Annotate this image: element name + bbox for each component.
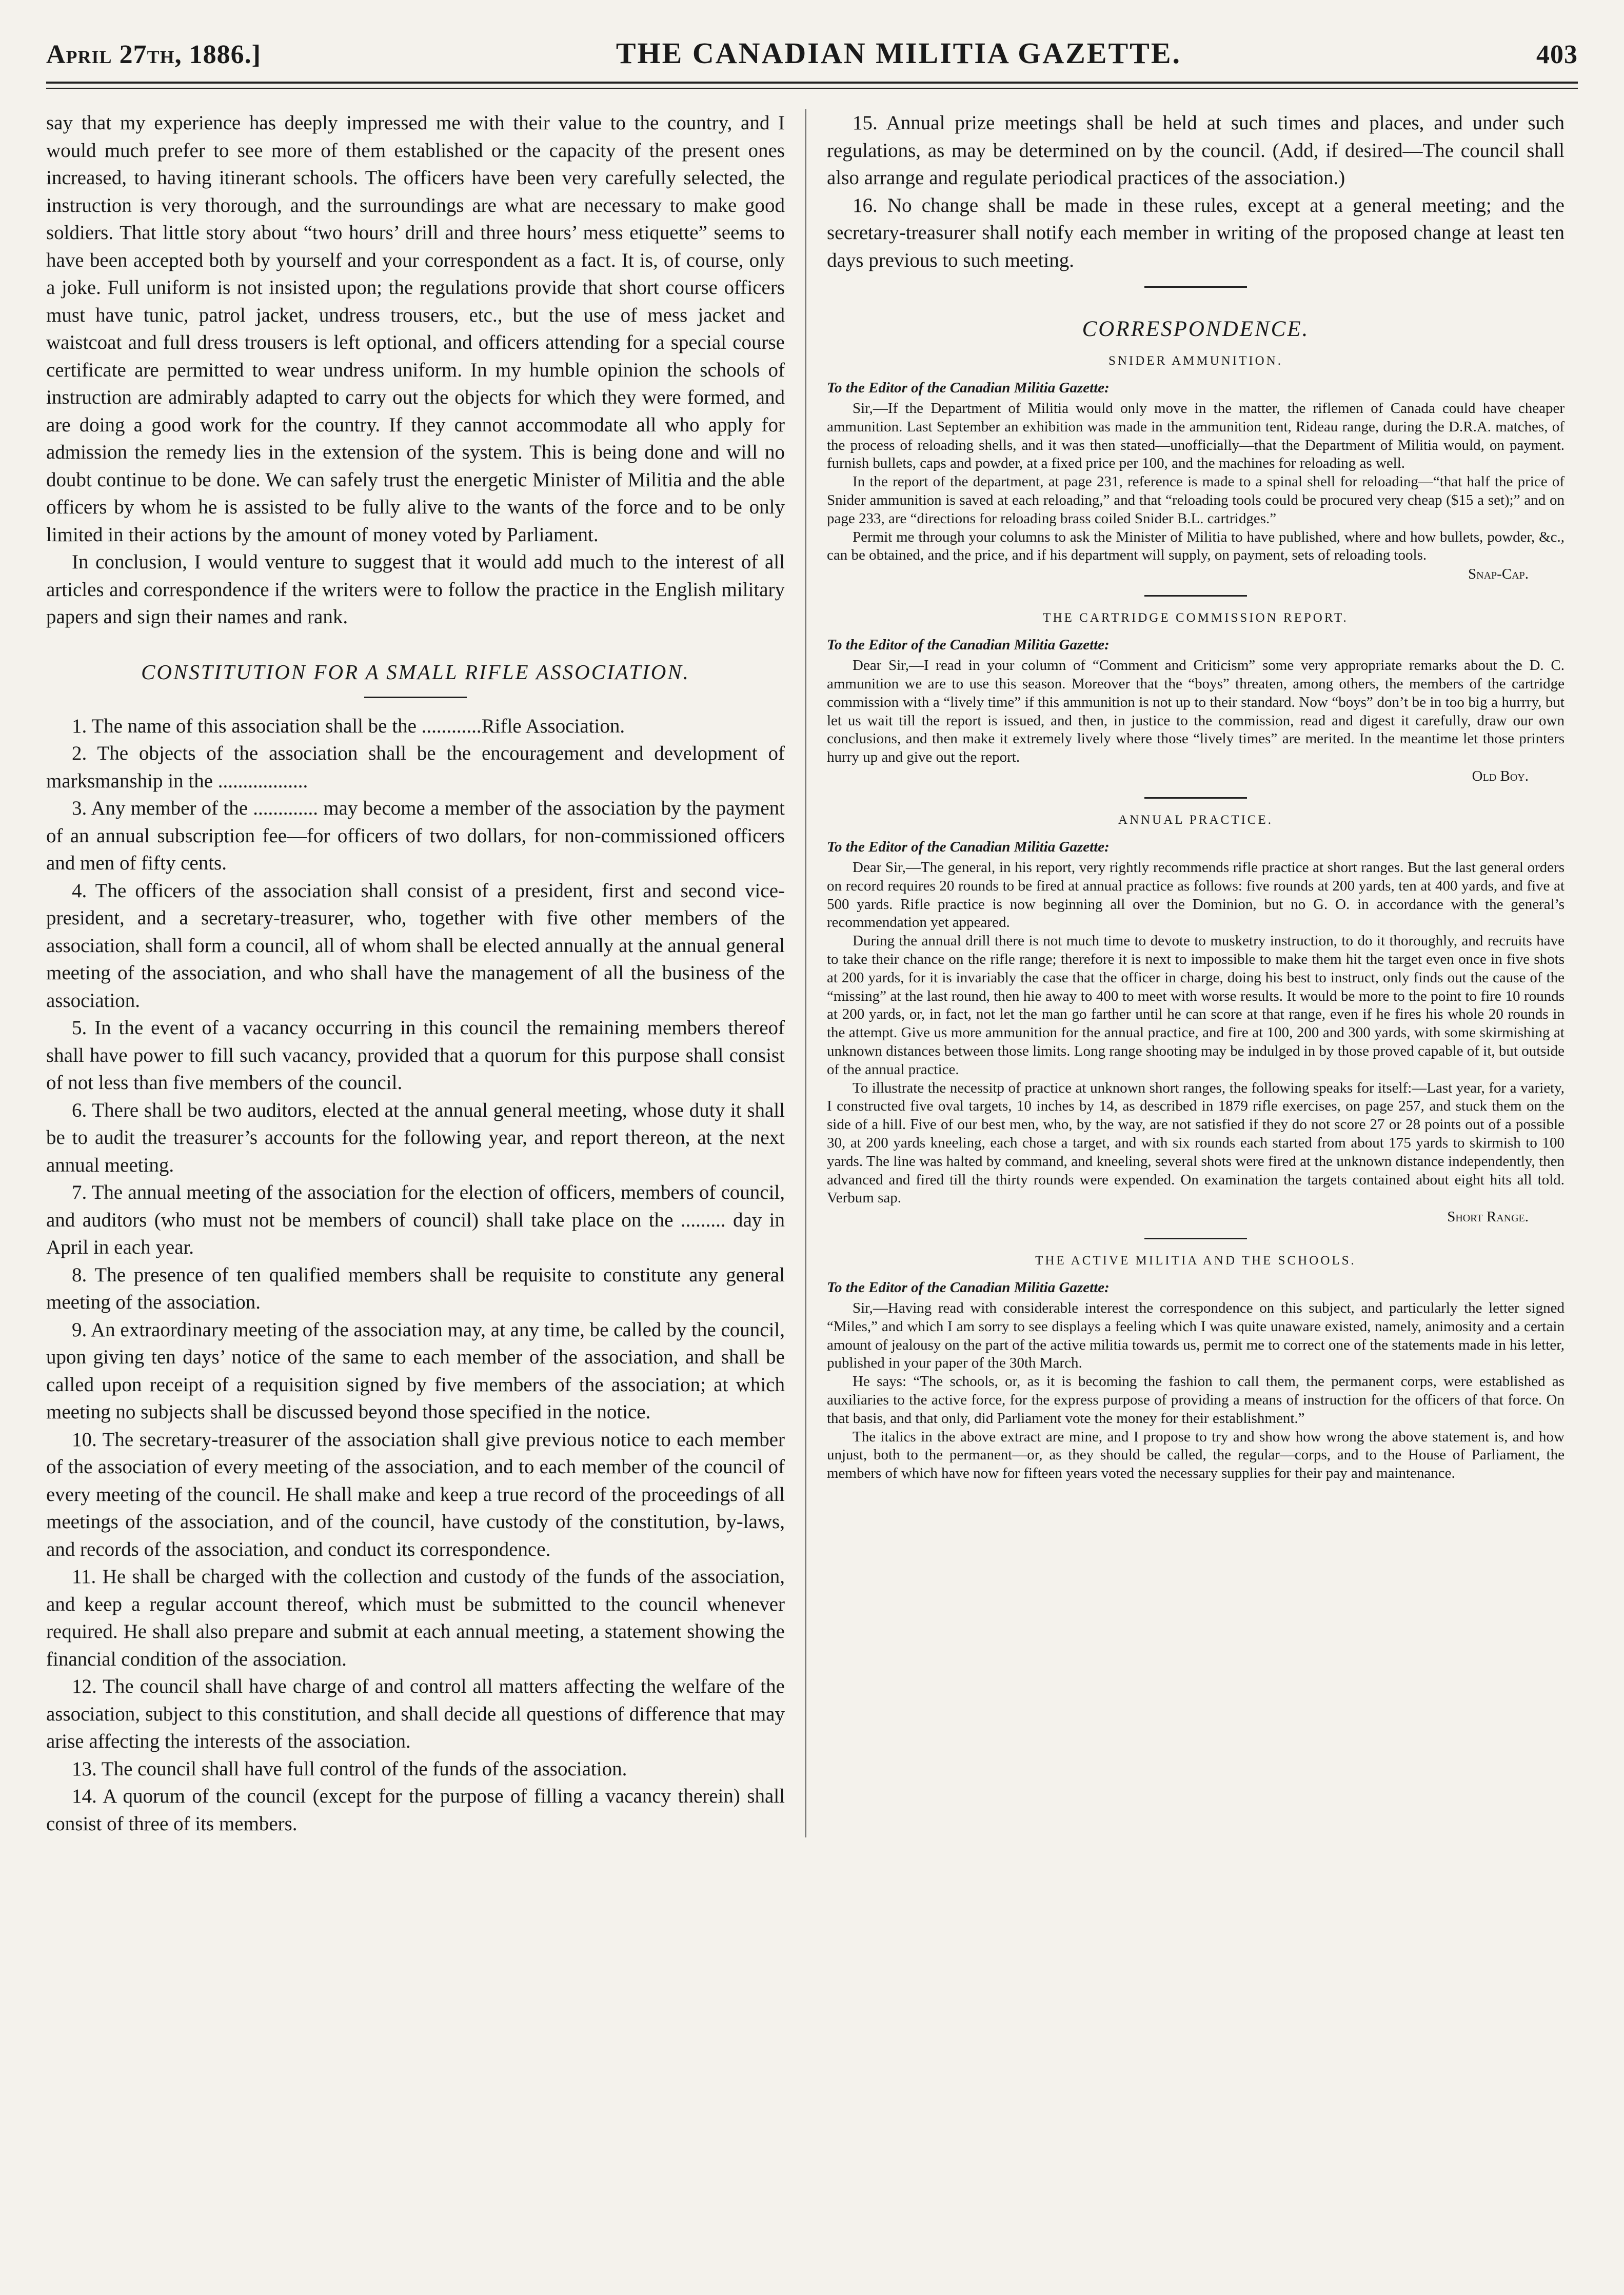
page-number: 403: [1536, 40, 1578, 69]
constitution-rule: 1. The name of this association shall be the ............Rifle Association.: [72, 715, 625, 737]
letter-signature: Snap-Cap.: [1468, 566, 1529, 583]
letter-paragraph: To illustrate the necessitp of practice at unknown short ranges, the following speaks for itself:—Last year, for a variety, I constructed five oval targets, 10 inches by 14, as described in 1879 rifle exercises, on page 257, and stuck them on the side of a hill. Five of our best men, who, by the way, are not satisfied if they do not score 27 or 28 points out of a possible 30, at 200 yards kneeling, each chose a target, and with six rounds each started from about 175 yards to skirmish to 100 yards. The line was halted by command, and kneeling, several shots were fired at the unknown distance independently, then advanced and fired till the thirty rounds were expended. On examination the targets contained about eight hits all told. Verbum sap.: [827, 1079, 1564, 1206]
letter-heading: SNIDER AMMUNITION.: [1108, 354, 1283, 368]
intro-paragraph: In conclusion, I would venture to suggest that it would add much to the interest of all articles and correspondence if the writers were to follow the practice in the English military papers and sign their names and rank.: [46, 551, 785, 628]
section-divider: [1144, 797, 1247, 799]
letter-paragraph: During the annual drill there is not much time to devote to musketry instruction, to do it thoroughly, and recruits have to take their chance on the rifle range; therefore it is next to impossible to make them hit the target even once in five shots at 200 yards, for it is invariably the case that the officer in charge, doing his best to instruct, only finds out the cause of the “missing” at the last round, then hie away to 400 to meet with worse results. It would be more to the point to fire 10 rounds at 200 yards, or, in fact, not let the man go farther until he can score at that range, even if he fires his whole 20 rounds in the attempt. Give us more ammunition for the annual practice, and fire at 100, 200 and 300 yards, with some skirmishing at unknown distances between those limits. Long range shooting may be indulged in by those proved capable of it, but outside of the annual practice.: [827, 933, 1564, 1078]
letter-signature: Short Range.: [1447, 1209, 1529, 1225]
constitution-rule: 10. The secretary-treasurer of the association shall give previous notice to each member of the association of every meeting of the association, and to each member of the council of every meeting of the council. He shall make and keep a true record of the proceedings of all meetings of the association, and of the council, have custody of the constitution, by-laws, and records of the association, and conduct its correspondence.: [46, 1428, 785, 1560]
letter-paragraph: He says: “The schools, or, as it is becoming the fashion to call them, the permanent corps, were established as auxiliaries to the active force, for the express purpose of providing a means of instruction for the officers of that force. On that basis, and that only, did Parliament vote the money for their establishment.”: [827, 1373, 1564, 1427]
constitution-rule: 6. There shall be two auditors, elected at the annual general meeting, whose duty it shall be to audit the treasurer’s accounts for the following year, and report thereon, at the next annual meeting.: [46, 1099, 785, 1176]
letter-paragraph: Dear Sir,—The general, in his report, very rightly recommends rifle practice at short ranges. But the last general orders on record requires 20 rounds to be fired at annual practice as follows: five rounds at 200 yards, ten at 400 yards, and five at 500 yards. Rifle practice is now beginning all over the Dominion, but no G. O. in accordance with the general’s recommendation yet appeared.: [827, 859, 1564, 931]
letter-salutation: To the Editor of the Canadian Militia Gazette:: [827, 1279, 1110, 1296]
publication-title: THE CANADIAN MILITIA GAZETTE.: [616, 36, 1182, 70]
letter-salutation: To the Editor of the Canadian Militia Gazette:: [827, 380, 1110, 396]
constitution-rule: 5. In the event of a vacancy occurring in this council the remaining members thereof shall have power to fill such vacancy, provided that a quorum for this purpose shall consist of not less than five members of the council.: [46, 1017, 785, 1094]
letter-paragraph: Permit me through your columns to ask the Minister of Militia to have published, where and how bullets, powder, &c., can be obtained, and the price, and if his department will supply, on payment, sets of reloading tools.: [827, 528, 1564, 564]
letter-paragraph: In the report of the department, at page 231, reference is made to a spinal shell for reloading—“that half the price of Snider ammunition is saved at each reloading,” and that “reloading tools could be procured very cheap ($15 a set);” and on page 233, are “directions for reloading brass coiled Snider B.L. cartridges.”: [827, 473, 1564, 527]
letter-heading: THE ACTIVE MILITIA AND THE SCHOOLS.: [1035, 1254, 1356, 1268]
section-divider: [1144, 595, 1247, 597]
constitution-rule: 7. The annual meeting of the association for the election of officers, members of council, and auditors (who must not be members of council) shall take place on the ......... day in April in each year.: [46, 1181, 785, 1258]
masthead: [46, 36, 1578, 80]
letter-heading: ANNUAL PRACTICE.: [1118, 813, 1273, 827]
constitution-title: CONSTITUTION FOR A SMALL RIFLE ASSOCIATION.: [141, 660, 690, 684]
constitution-rule: 12. The council shall have charge of and control all matters affecting the welfare of the association, subject to this constitution, and shall decide all questions of difference that may arise affecting the interests of the association.: [46, 1675, 785, 1752]
intro-paragraph: say that my experience has deeply impressed me with their value to the country, and I would much prefer to see more of them established or the capacity of the present ones increased, to having itinerant schools. The officers have been very carefully selected, the instruction is very thorough, and the surroundings are what are necessary to make good soldiers. That little story about “two hours’ drill and three hours’ mess etiquette” seems to have been accepted both by yourself and your correspondent as a fact. It is, of course, only a joke. Full uniform is not insisted upon; the regulations provide that short course officers must have tunic, patrol jacket, undress trousers, etc., but the use of mess jacket and waistcoat and full dress trousers is left optional, and officers attending for a special course certificate are permitted to wear undress uniform. In my humble opinion the schools of instruction are admirably adapted to carry out the objects for which they were formed, and are doing a good work for the country. If they cannot accommodate all who apply for admission the remedy lies in the extension of the system. This is being done and will no doubt continue to be done. We can safely trust the energetic Minister of Militia and the able officers by whom he is assisted to be fully alive to the wants of the force and to be only limited in their actions by the amount of money voted by Parliament.: [46, 112, 785, 546]
constitution-rule: 14. A quorum of the council (except for the purpose of filling a vacancy therein) shall consist of three of its members.: [46, 1785, 785, 1835]
section-divider: [1144, 1238, 1247, 1239]
correspondence-title: CORRESPONDENCE.: [1082, 317, 1310, 341]
columns: [46, 109, 1578, 1837]
left-column: [46, 109, 805, 1837]
constitution-rule: 15. Annual prize meetings shall be held at such times and places, and under such regulations, as may be determined on by the council. (Add, if desired—The council shall also arrange and regulate periodical practices of the association.): [827, 112, 1564, 189]
letter-paragraph: Sir,—If the Department of Militia would only move in the matter, the riflemen of Canada could have cheaper ammunition. Last September an exhibition was made in the ammunition tent, Rideau range, during the D.R.A. matches, of the process of reloading shells, and it was then stated—unofficially—that the Department of Militia would, on payment. furnish bullets, caps and powder, at a fixed price per 100, and the machines for reloading as well.: [827, 400, 1564, 472]
constitution-rule: 11. He shall be charged with the collection and custody of the funds of the association, and keep a regular account thereof, which must be submitted to the council whenever required. He shall also prepare and submit at each annual meeting, a statement showing the financial condition of the association.: [46, 1566, 785, 1670]
section-divider: [364, 697, 467, 698]
masthead-rule: [46, 82, 1578, 84]
masthead-rule-thin: [46, 88, 1578, 89]
letter-paragraph: Dear Sir,—I read in your column of “Comment and Criticism” some very appropriate remarks about the D. C. ammunition we are to use this season. Moreover that the “boys” threaten, among others, the members of the cartridge commission with a “lively time” if this ammunition is not up to their standard. Now “boys” don’t be in too big a hurrry, but let us wait till the report is issued, and then, in justice to the commission, read and digest it carefully, draw our own conclusions, and then make it extremely lively where those “lively times” are merited. In the meantime let those printers hurry up and give out the report.: [827, 657, 1564, 766]
constitution-rule: 4. The officers of the association shall consist of a president, first and second vice-president, and a secretary-treasurer, who, together with five other members of the association, shall form a council, all of whom shall be elected annually at the annual general meeting of the association, and who shall have the management of all the business of the association.: [46, 879, 785, 1012]
letter-paragraph: The italics in the above extract are mine, and I propose to try and show how wrong the above statement is, and how unjust, both to the permanent—or, as they should be called, the regular—corps, and to the House of Parliament, the members of which have now for fifteen years voted the necessary supplies for their pay and maintenance.: [827, 1428, 1564, 1482]
right-column: [805, 109, 1564, 1837]
letter-signature: Old Boy.: [1472, 767, 1529, 784]
constitution-rule: 9. An extraordinary meeting of the association may, at any time, be called by the council, upon giving ten days’ notice of the same to each member of the association, and shall be called upon receipt of a requisition signed by five members of the association; at which meeting no subjects shall be discussed beyond those specified in the notice.: [46, 1318, 785, 1423]
constitution-rule: 8. The presence of ten qualified members shall be requisite to constitute any general meeting of the association.: [46, 1263, 785, 1313]
constitution-rule: 3. Any member of the ............. may become a member of the association by the payment of an annual subscription fee—for officers of two dollars, for non-commissioned officers and men of fifty cents.: [46, 797, 785, 874]
constitution-rule: 13. The council shall have full control of the funds of the association.: [72, 1757, 627, 1780]
constitution-continued: [827, 109, 1564, 274]
letter-salutation: To the Editor of the Canadian Militia Gazette:: [827, 637, 1110, 654]
correspondence-section: [827, 354, 1564, 1483]
letter-salutation: To the Editor of the Canadian Militia Gazette:: [827, 838, 1110, 855]
constitution-rule: 16. No change shall be made in these rules, except at a general meeting; and the secretary-treasurer shall notify each member in writing of the proposed change at least ten days previous to such meeting.: [827, 194, 1564, 271]
letter-heading: THE CARTRIDGE COMMISSION REPORT.: [1043, 611, 1349, 625]
section-divider: [1144, 286, 1247, 288]
issue-date: April 27th, 1886.]: [46, 40, 261, 69]
letter-paragraph: Sir,—Having read with considerable interest the correspondence on this subject, and particularly the letter signed “Miles,” and which I am sorry to see displays a feeling which I was quite unaware existed, namely, animosity and a certain amount of jealousy on the part of the active militia towards us, permit me to correct one of the statements made in his letter, published in your paper of the 30th March.: [827, 1300, 1564, 1372]
constitution-rule: 2. The objects of the association shall be the encouragement and development of marksmanship in the ..................: [46, 742, 785, 792]
